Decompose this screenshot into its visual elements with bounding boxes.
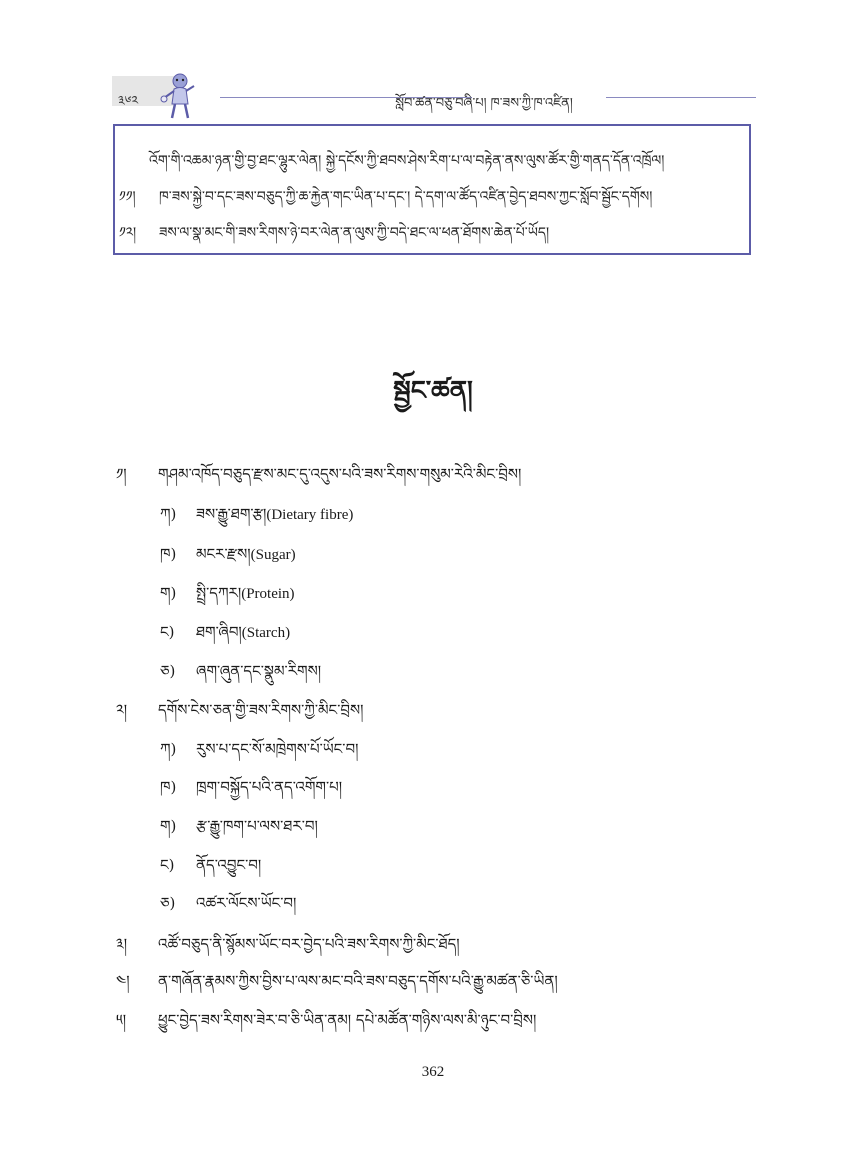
summary-line <box>119 180 652 220</box>
question-text: དགོས་ངེས་ཅན་གྱི་ཟས་རིགས་ཀྱི་མིང་བྲིས། <box>158 701 364 719</box>
question-text: གཤམ་འཁོད་བཅུད་རྫས་མང་དུ་འདུས་པའི་ཟས་རིགས་གསུམ་རེའི་མིང་བྲིས། <box>158 465 522 483</box>
option-text: ནོད་འབྱུང་བ། <box>196 856 262 874</box>
option-text: མངར་རྫས། <box>196 545 251 563</box>
summary-line-number: ༡༢། <box>119 225 137 241</box>
cartoon-figure-icon <box>156 72 200 122</box>
option-marker: ཁ) <box>160 778 177 796</box>
option-item <box>160 616 290 658</box>
question-item <box>116 1004 536 1046</box>
option-marker: ཀ) <box>160 740 177 758</box>
summary-line <box>119 216 549 256</box>
summary-box <box>113 124 751 255</box>
option-item <box>160 655 321 697</box>
option-text: རུས་པ་དང་སོ་མཁྲེགས་པོ་ཡོང་བ། <box>196 740 359 758</box>
summary-line-text: འོག་གི་འཆམ་ཉན་གྱི་བྱ་ཐང་ལྷུར་ལེན། སྐྱེ་དངོས་ཀྱི་ཐབས་ཤེས་རིག་པ་ལ་བརྟེན་ནས་ལུས་ཚོར་གྱི་གནད་དོན་འཁྲོལ། <box>149 153 665 169</box>
header-rule-right <box>606 97 756 98</box>
option-item <box>160 810 318 852</box>
option-marker: ང) <box>160 856 175 874</box>
summary-line-text: ཁ་ཟས་སྐྱེ་བ་དང་ཟས་བཅུད་ཀྱི་ཆ་རྐྱེན་གང་ཡིན་པ་དང་། དེ་དག་ལ་ཚོད་འཛིན་བྱེད་ཐབས་ཀྱང་སློབ་སྦྱོང་དགོས། <box>159 189 653 205</box>
question-item <box>116 965 558 1007</box>
option-item <box>160 771 342 813</box>
option-text: འཚར་ལོངས་ཡོང་བ། <box>196 894 297 912</box>
page-folio: 362 <box>421 1064 445 1080</box>
summary-line <box>149 144 664 184</box>
question-number: ༣། <box>116 935 128 953</box>
running-title: སློབ་ཚན་བཅུ་བཞི་པ། ཁ་ཟས་ཀྱི་ཁ་འཛིན། <box>395 96 573 111</box>
question-item <box>116 694 363 736</box>
header-page-number: ༣༦༢ <box>118 94 139 109</box>
option-item <box>160 849 261 891</box>
question-item <box>116 928 460 970</box>
question-text: འཚོ་བཅུད་ནི་སྙོམས་ཡོང་བར་བྱེད་པའི་ཟས་རིགས་ཀྱི་མིང་ཐོད། <box>158 935 460 953</box>
option-marker: ཅ) <box>160 894 176 912</box>
option-english: (Sugar) <box>250 547 296 563</box>
section-title: སྦྱོང་ཚན། <box>393 376 473 406</box>
option-item <box>160 733 358 775</box>
question-number: ༥། <box>116 1011 127 1029</box>
option-marker: ང) <box>160 623 175 641</box>
option-item <box>160 538 296 580</box>
page-header <box>112 70 756 128</box>
option-marker: ཀ) <box>160 505 177 523</box>
option-marker: ག) <box>160 584 177 602</box>
summary-line-number: ༡༡། <box>119 189 136 205</box>
option-text: ཐག་ཞིབ། <box>196 623 242 641</box>
option-text: སྤྲི་དཀར། <box>196 584 242 602</box>
question-text: ན་གཞོན་རྣམས་ཀྱིས་བྱིས་པ་ལས་མང་བའི་ཟས་བཅུད་དགོས་པའི་རྒྱུ་མཚན་ཅི་ཡིན། <box>158 972 558 990</box>
option-text: ཟས་རྒྱུ་ཐག་རྩ། <box>196 505 267 523</box>
option-text: ཞག་ཞུན་དང་སྣུམ་རིགས། <box>196 662 322 680</box>
option-item <box>160 498 353 540</box>
option-marker: ག) <box>160 817 177 835</box>
option-text: རྩ་རྒྱུ་ཁག་པ་ལས་ཐར་བ། <box>196 817 318 835</box>
question-text: ཕྱུང་བྱེད་ཟས་རིགས་ཟེར་བ་ཅི་ཡིན་ནམ། དཔེ་མཚོན་གཉིས་ལས་མི་ཉུང་བ་བྲིས། <box>158 1011 537 1029</box>
option-item <box>160 577 295 619</box>
option-marker: ཅ) <box>160 662 176 680</box>
question-number: ༡། <box>116 465 127 483</box>
option-english: (Protein) <box>241 586 295 602</box>
summary-line-text: ཟས་ལ་སྣ་མང་གི་ཟས་རིགས་ཉེ་བར་ལེན་ན་ལུས་ཀྱི་བདེ་ཐང་ལ་ཕན་ཐོགས་ཆེན་པོ་ཡོད། <box>159 225 550 241</box>
option-item <box>160 887 296 929</box>
option-text: ཁྲག་བསྐྱོད་པའི་ནད་འགོག་པ། <box>196 778 343 796</box>
option-marker: ཁ) <box>160 545 177 563</box>
question-item <box>116 458 521 500</box>
question-number: ༢། <box>116 701 128 719</box>
option-english: (Dietary fibre) <box>266 507 354 523</box>
question-number: ༤། <box>116 972 130 990</box>
option-english: (Starch) <box>241 625 291 641</box>
